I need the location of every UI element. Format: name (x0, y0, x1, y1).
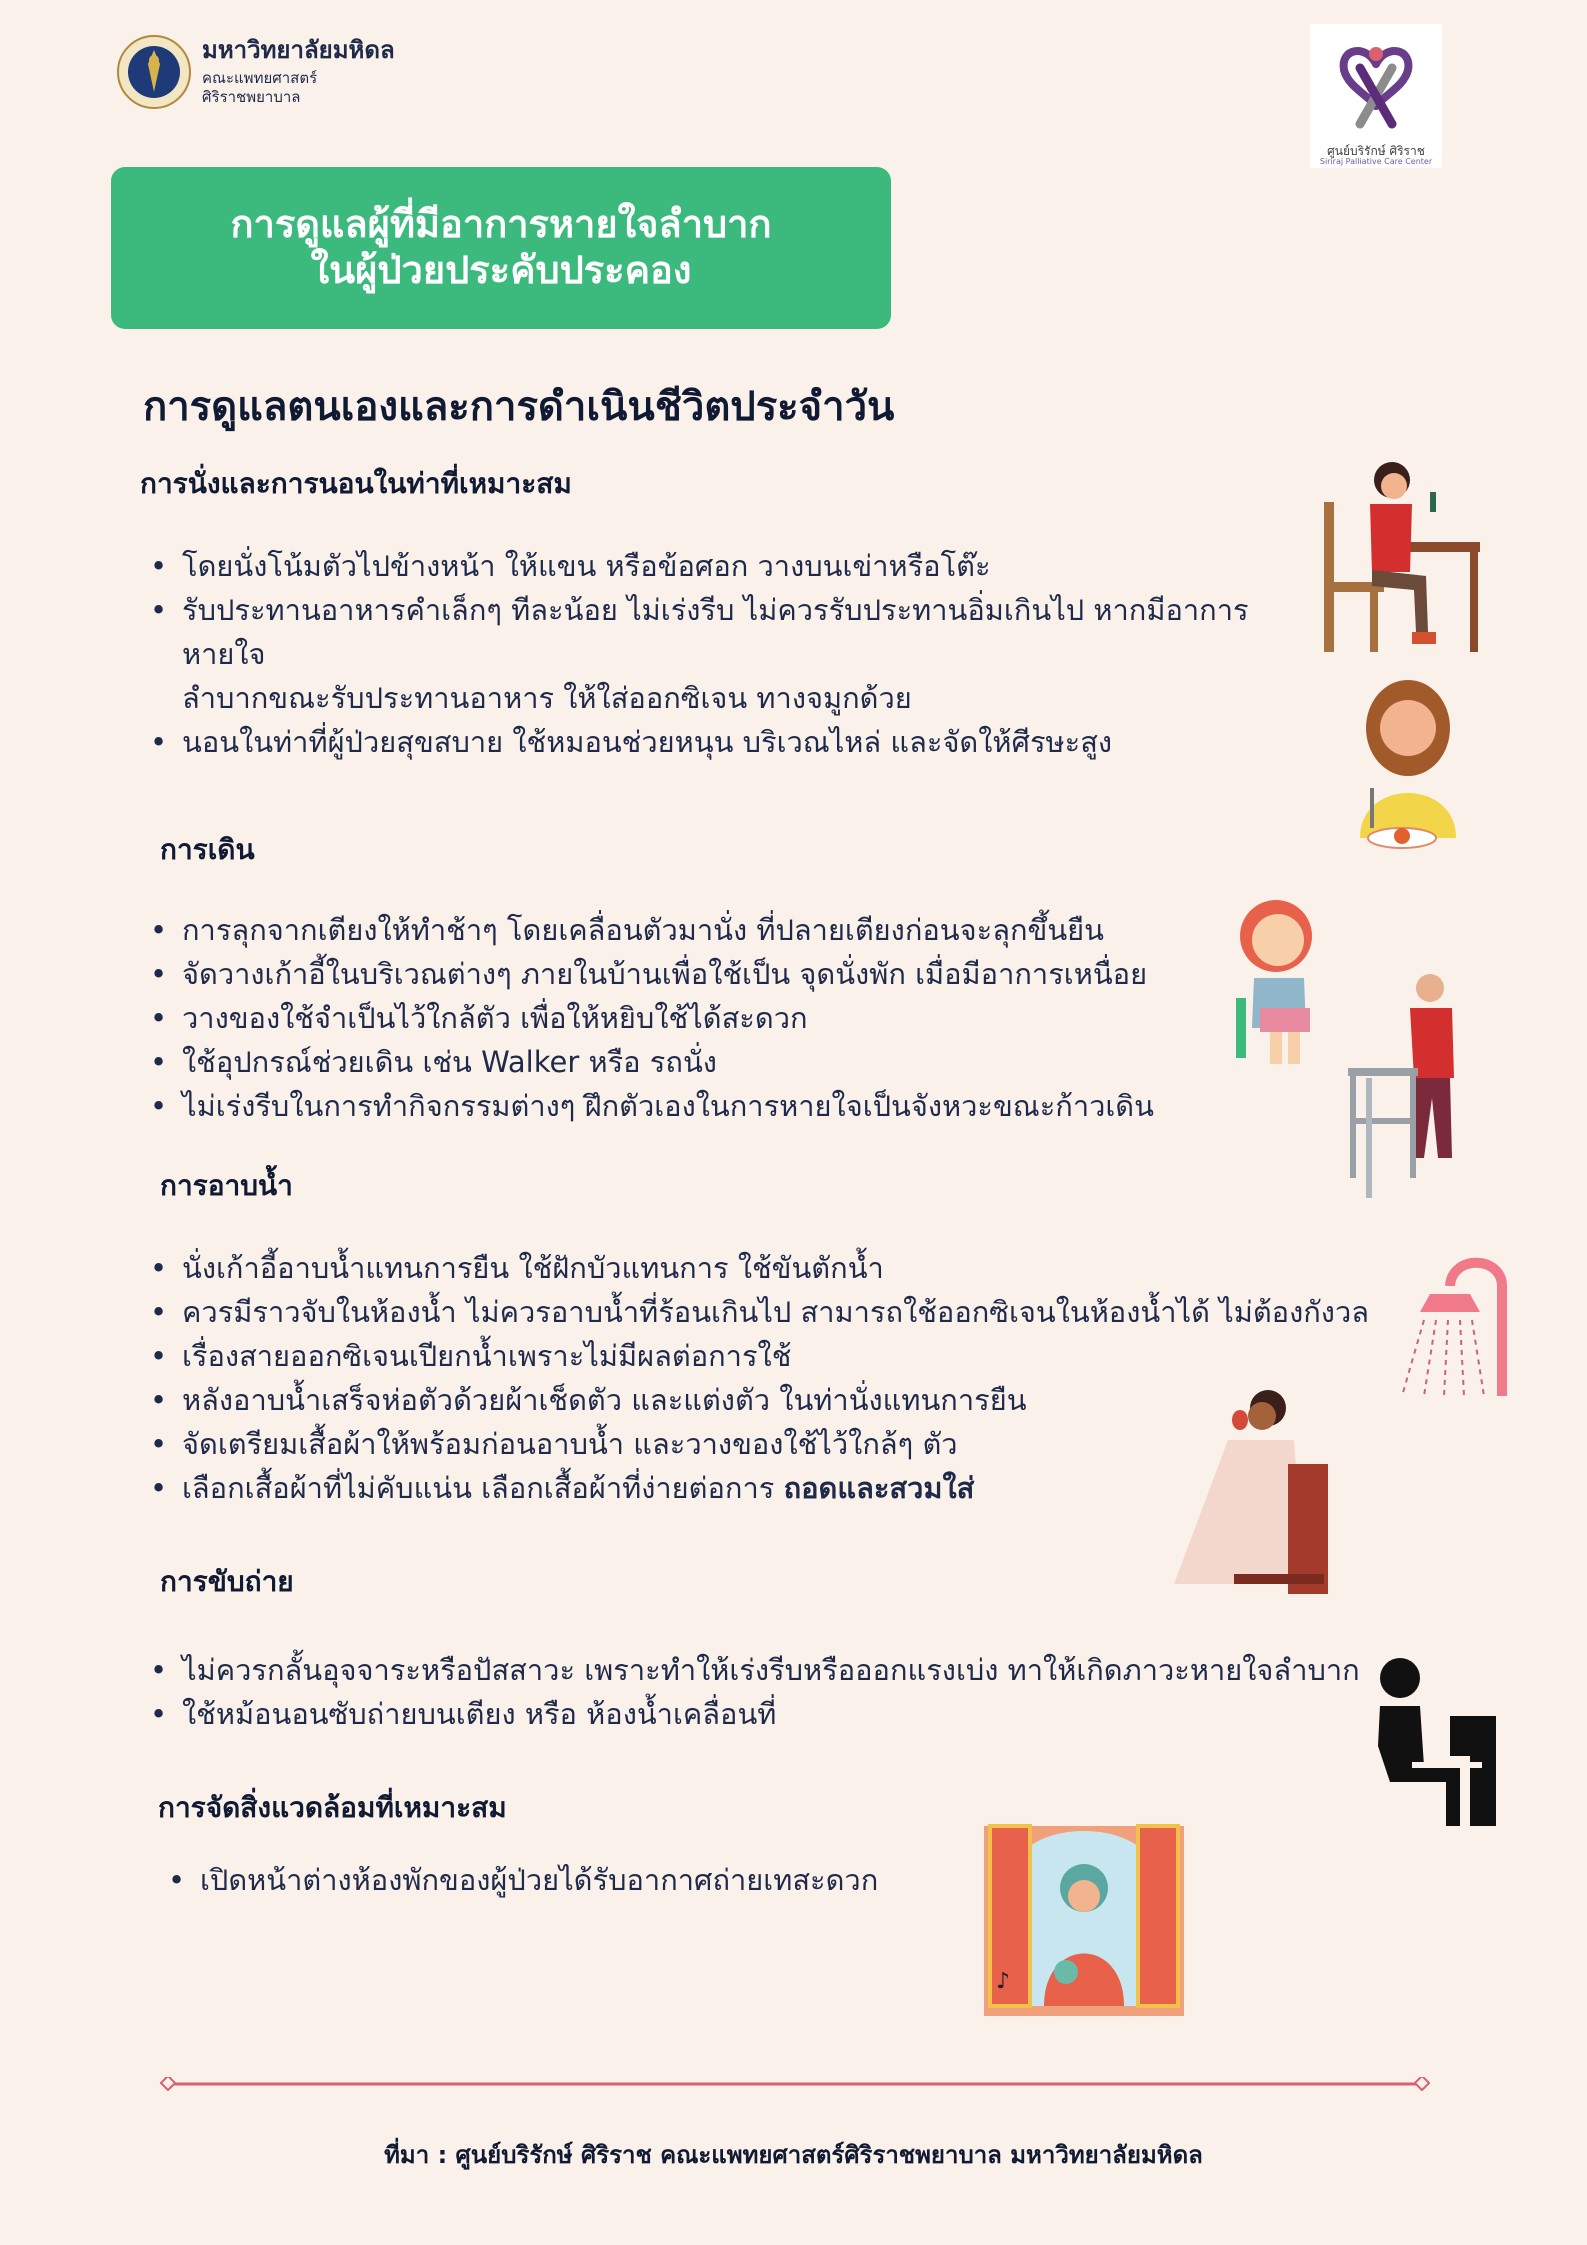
list-item: • หลังอาบน้ำเสร็จห่อตัวด้วยผ้าเช็ดตัว และแต่งตัว ในท่านั่งแทนการยืน (182, 1378, 1402, 1422)
list-item: • วางของใช้จำเป็นไว้ใกล้ตัว เพื่อให้หยิบใช้ได้สะดวก (182, 996, 1232, 1040)
list-item: • ใช้หม้อนอนซับถ่ายบนเตียง หรือ ห้องน้ำเคลื่อนที่ (182, 1692, 1382, 1736)
section-heading-toileting: การขับถ่าย (160, 1565, 294, 1598)
list-item: • นอนในท่าที่ผู้ป่วยสุขสบาย ใช้หมอนช่วยหนุน บริเวณไหล่ และจัดให้ศีรษะสูง (182, 720, 1332, 764)
title-line-2: ในผู้ป่วยประคับประคอง (310, 248, 692, 292)
man-with-walker-illustration (1340, 968, 1490, 1203)
music-note-icon: ♪ (996, 1969, 1011, 1994)
woman-eating-illustration (1330, 678, 1490, 853)
woman-at-window-illustration (984, 1806, 1184, 2016)
palliative-care-logo (1310, 24, 1442, 168)
list-item: • การลุกจากเตียงให้ทำช้าๆ โดยเคลื่อนตัวมานั่ง ที่ปลายเตียงก่อนจะลุกขึ้นยืน (182, 908, 1232, 952)
toileting-list (182, 1648, 1382, 1736)
walking-list (182, 908, 1232, 1128)
ribbon-heart-icon (1310, 24, 1442, 140)
palliative-logo-subtext: Siriraj Palliative Care Center (1319, 157, 1433, 166)
list-item: • เรื่องสายออกซิเจนเปียกน้ำเพราะไม่มีผลต่อการใช้ (182, 1334, 1402, 1378)
section-heading-sitting: การนั่งและการนอนในท่าที่เหมาะสม (140, 467, 572, 500)
list-item: • ไม่เร่งรีบในการทำกิจกรรมต่างๆ ฝึกตัวเองในการหายใจเป็นจังหวะขณะก้าวเดิน (182, 1084, 1232, 1128)
section-heading-walking: การเดิน (160, 833, 255, 866)
faculty-name: คณะแพทยศาสตร์ (202, 69, 318, 87)
person-on-toilet-icon (1360, 1656, 1500, 1831)
environment-list (200, 1858, 1000, 1902)
list-item: • เปิดหน้าต่างห้องพักของผู้ป่วยได้รับอากาศถ่ายเทสะดวก (200, 1858, 1000, 1902)
mahidol-seal-logo (116, 34, 192, 110)
list-item: • นั่งเก้าอี้อาบน้ำแทนการยืน ใช้ฝักบัวแทนการ ใช้ขันตักน้ำ (182, 1246, 1402, 1290)
footer-source: ที่มา : ศูนย์บริรักษ์ ศิริราช คณะแพทยศาสตร์ศิริราชพยาบาล มหาวิทยาลัยมหิดล (384, 2141, 1203, 2169)
woman-with-mirror-illustration (1164, 1384, 1344, 1599)
list-item: • ใช้อุปกรณ์ช่วยเดิน เช่น Walker หรือ รถนั่ง (182, 1040, 1232, 1084)
list-item: • รับประทานอาหารคำเล็กๆ ทีละน้อย ไม่เร่งรีบ ไม่ควรรับประทานอิ่มเกินไป หากมีอาการหายใจ (182, 588, 1332, 676)
woman-at-desk-illustration (1320, 452, 1490, 657)
girl-sitting-illustration (1230, 888, 1330, 1073)
hospital-name: ศิริราชพยาบาล (202, 88, 301, 106)
list-item: • โดยนั่งโน้มตัวไปข้างหน้า ให้แขน หรือข้อศอก วางบนเข่าหรือโต๊ะ (182, 544, 1332, 588)
footer-divider (160, 2077, 1430, 2091)
list-item-continued: ลำบากขณะรับประทานอาหาร ให้ใส่ออกซิเจน ทางจมูกด้วย (182, 681, 912, 715)
list-item: • เลือกเสื้อผ้าที่ไม่คับแน่น เลือกเสื้อผ้าที่ง่ายต่อการ ถอดและสวมใส่ (182, 1466, 1402, 1510)
title-line-1: การดูแลผู้ที่มีอาการหายใจลำบาก (230, 202, 772, 247)
university-name: มหาวิทยาลัยมหิดล (202, 36, 395, 64)
title-banner (111, 167, 891, 329)
list-item: • ไม่ควรกลั้นอุจจาระหรือปัสสาวะ เพราะทำให้เร่งรีบหรือออกแรงเบ่ง ทาให้เกิดภาวะหายใจลำบาก (182, 1648, 1382, 1692)
list-item: • จัดวางเก้าอี้ในบริเวณต่างๆ ภายในบ้านเพื่อใช้เป็น จุดนั่งพัก เมื่อมีอาการเหนื่อย (182, 952, 1232, 996)
section-heading-environment: การจัดสิ่งแวดล้อมที่เหมาะสม (158, 1791, 507, 1824)
palliative-logo-text: ศูนย์บริรักษ์ ศิริราช (1327, 144, 1425, 158)
shower-illustration (1392, 1246, 1527, 1401)
section-heading-bathing: การอาบน้ำ (160, 1169, 293, 1202)
main-heading: การดูแลตนเองและการดำเนินชีวิตประจำวัน (143, 384, 895, 430)
list-item: • จัดเตรียมเสื้อผ้าให้พร้อมก่อนอาบน้ำ และวางของใช้ไว้ใกล้ๆ ตัว (182, 1422, 1402, 1466)
list-item: • ควรมีราวจับในห้องน้ำ ไม่ควรอาบน้ำที่ร้อนเกินไป สามารถใช้ออกซิเจนในห้องน้ำได้ ไม่ต้องกังวล (182, 1290, 1402, 1334)
sitting-list (182, 544, 1332, 764)
